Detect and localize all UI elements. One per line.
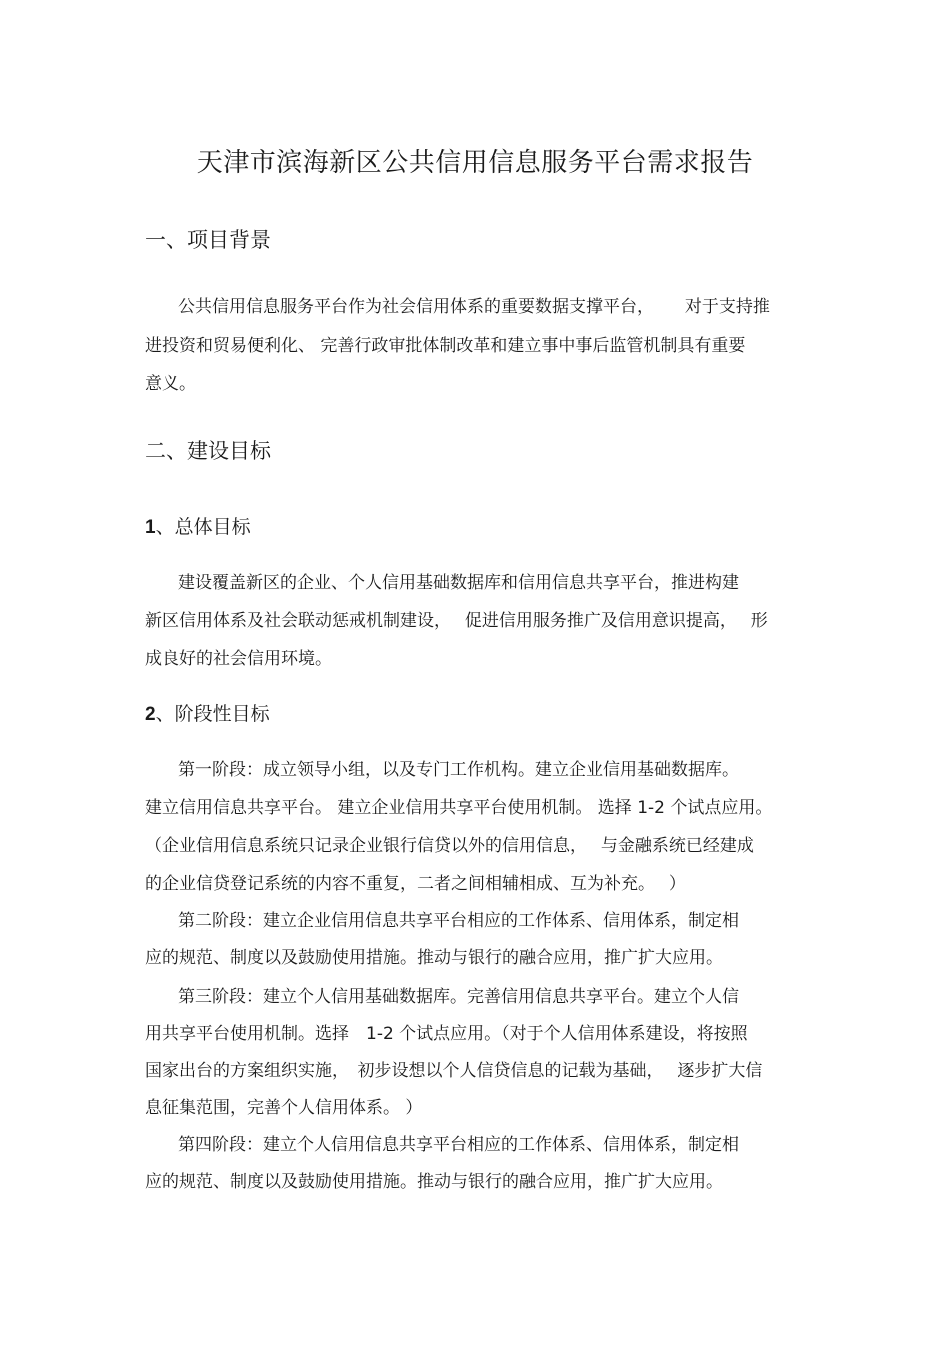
paragraph-line: 用共享平台使用机制。选择 1-2 个试点应用。（对于个人信用体系建设，将按照 — [145, 1024, 748, 1044]
subheading-label: 、阶段性目标 — [155, 703, 270, 725]
paragraph-line: 应的规范、制度以及鼓励使用措施。推动与银行的融合应用，推广扩大应用。 — [145, 1172, 723, 1192]
paragraph-line: 进投资和贸易便利化、 完善行政审批体制改革和建立事中事后监管机制具有重要 — [145, 336, 746, 356]
paragraph-line: 息征集范围，完善个人信用体系。 ） — [145, 1098, 423, 1118]
paragraph-line: 应的规范、制度以及鼓励使用措施。推动与银行的融合应用，推广扩大应用。 — [145, 948, 723, 968]
paragraph-line: 第一阶段：成立领导小组，以及专门工作机构。建立企业信用基础数据库。 — [178, 760, 739, 780]
section-heading-goals: 二、建设目标 — [145, 439, 271, 463]
subheading-label: 、总体目标 — [155, 516, 251, 538]
subheading-number: 2 — [145, 704, 156, 725]
paragraph-line: 建立信用信息共享平台。 建立企业信用共享平台使用机制。 选择 1-2 个试点应用。 — [145, 798, 773, 818]
paragraph-line: 公共信用信息服务平台作为社会信用体系的重要数据支撑平台， 对于支持推 — [178, 297, 770, 317]
paragraph-line: 国家出台的方案组织实施， 初步设想以个人信贷信息的记载为基础， 逐步扩大信 — [145, 1061, 763, 1081]
subheading-number: 1 — [145, 517, 156, 538]
document-title: 天津市滨海新区公共信用信息服务平台需求报告 — [196, 148, 754, 178]
paragraph-line: 成良好的社会信用环境。 — [145, 649, 332, 669]
paragraph-line: 新区信用体系及社会联动惩戒机制建设， 促进信用服务推广及信用意识提高， 形 — [145, 611, 768, 631]
subheading-overall-goal — [145, 512, 251, 539]
paragraph-line: （企业信用信息系统只记录企业银行信贷以外的信用信息， 与金融系统已经建成 — [145, 836, 754, 856]
paragraph-line: 的企业信贷登记系统的内容不重复，二者之间相辅相成、互为补充。 ） — [145, 874, 686, 894]
subheading-stage-goals — [145, 699, 270, 726]
paragraph-line: 意义。 — [145, 374, 196, 394]
paragraph-line: 第三阶段：建立个人信用基础数据库。完善信用信息共享平台。建立个人信 — [178, 987, 739, 1007]
section-heading-background: 一、项目背景 — [145, 228, 271, 252]
paragraph-line: 第二阶段：建立企业信用信息共享平台相应的工作体系、信用体系，制定相 — [178, 911, 739, 931]
paragraph-line: 建设覆盖新区的企业、个人信用基础数据库和信用信息共享平台，推进构建 — [178, 573, 739, 593]
paragraph-line: 第四阶段：建立个人信用信息共享平台相应的工作体系、信用体系，制定相 — [178, 1135, 739, 1155]
